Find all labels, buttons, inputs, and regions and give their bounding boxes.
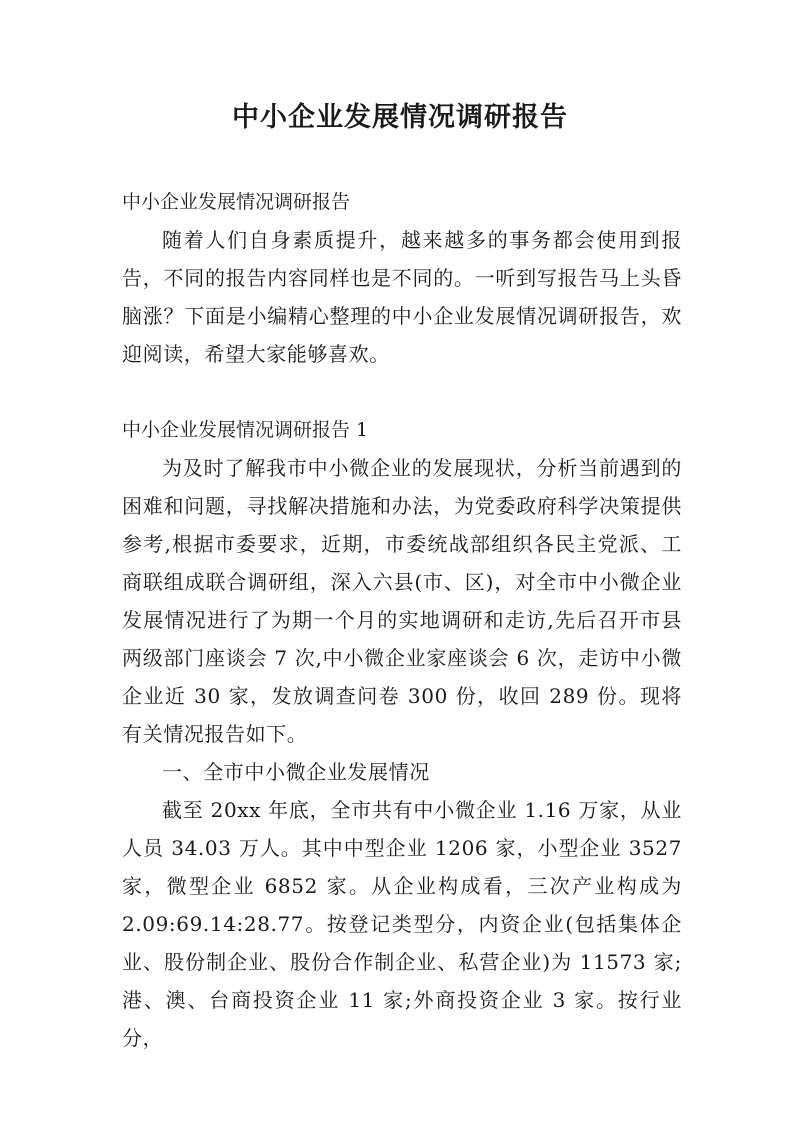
document-body xyxy=(122,183,682,1057)
section1-heading: 一、全市中小微企业发展情况 xyxy=(162,760,430,784)
paragraph-spacer xyxy=(122,373,682,411)
intro-paragraph: 随着人们自身素质提升，越来越多的事务都会使用到报告，不同的报告内容同样也是不同的。一听到写报告马上头昏脑涨？下面是小编精心整理的中小企业发展情况调研报告，欢迎阅读，希望大家能够喜欢。 xyxy=(122,228,682,366)
document-subtitle: 中小企业发展情况调研报告 xyxy=(122,191,351,213)
report1-heading: 中小企业发展情况调研报告 1 xyxy=(122,419,369,441)
section1-paragraph: 截至 20xx 年底，全市共有中小微企业 1.16 万家，从业人员 34.03 万人。其中中型企业 1206 家，小型企业 3527 家，微型企业 6852 家。从企业构成看，三次产业构成为 2.09:69.14:28.77。按登记类型分，内资企业(包括集体企业、股份制企业、股份合作制企业、私营企业)为 11573 家;港、澳、台商投资企业 11 家;外商投资企业 3 家。按行业分， xyxy=(122,798,682,1050)
report1-paragraph: 为及时了解我市中小微企业的发展现状，分析当前遇到的困难和问题，寻找解决措施和办法，为党委政府科学决策提供参考,根据市委要求，近期，市委统战部组织各民主党派、工商联组成联合调研组，深入六县(市、区)，对全市中小微企业发展情况进行了为期一个月的实地调研和走访,先后召开市县两级部门座谈会 7 次,中小微企业家座谈会 6 次，走访中小微企业近 30 家，发放调查问卷 300 份，收回 289 份。现将有关情况报告如下。 xyxy=(122,456,682,746)
document-title: 中小企业发展情况调研报告 xyxy=(232,102,568,133)
